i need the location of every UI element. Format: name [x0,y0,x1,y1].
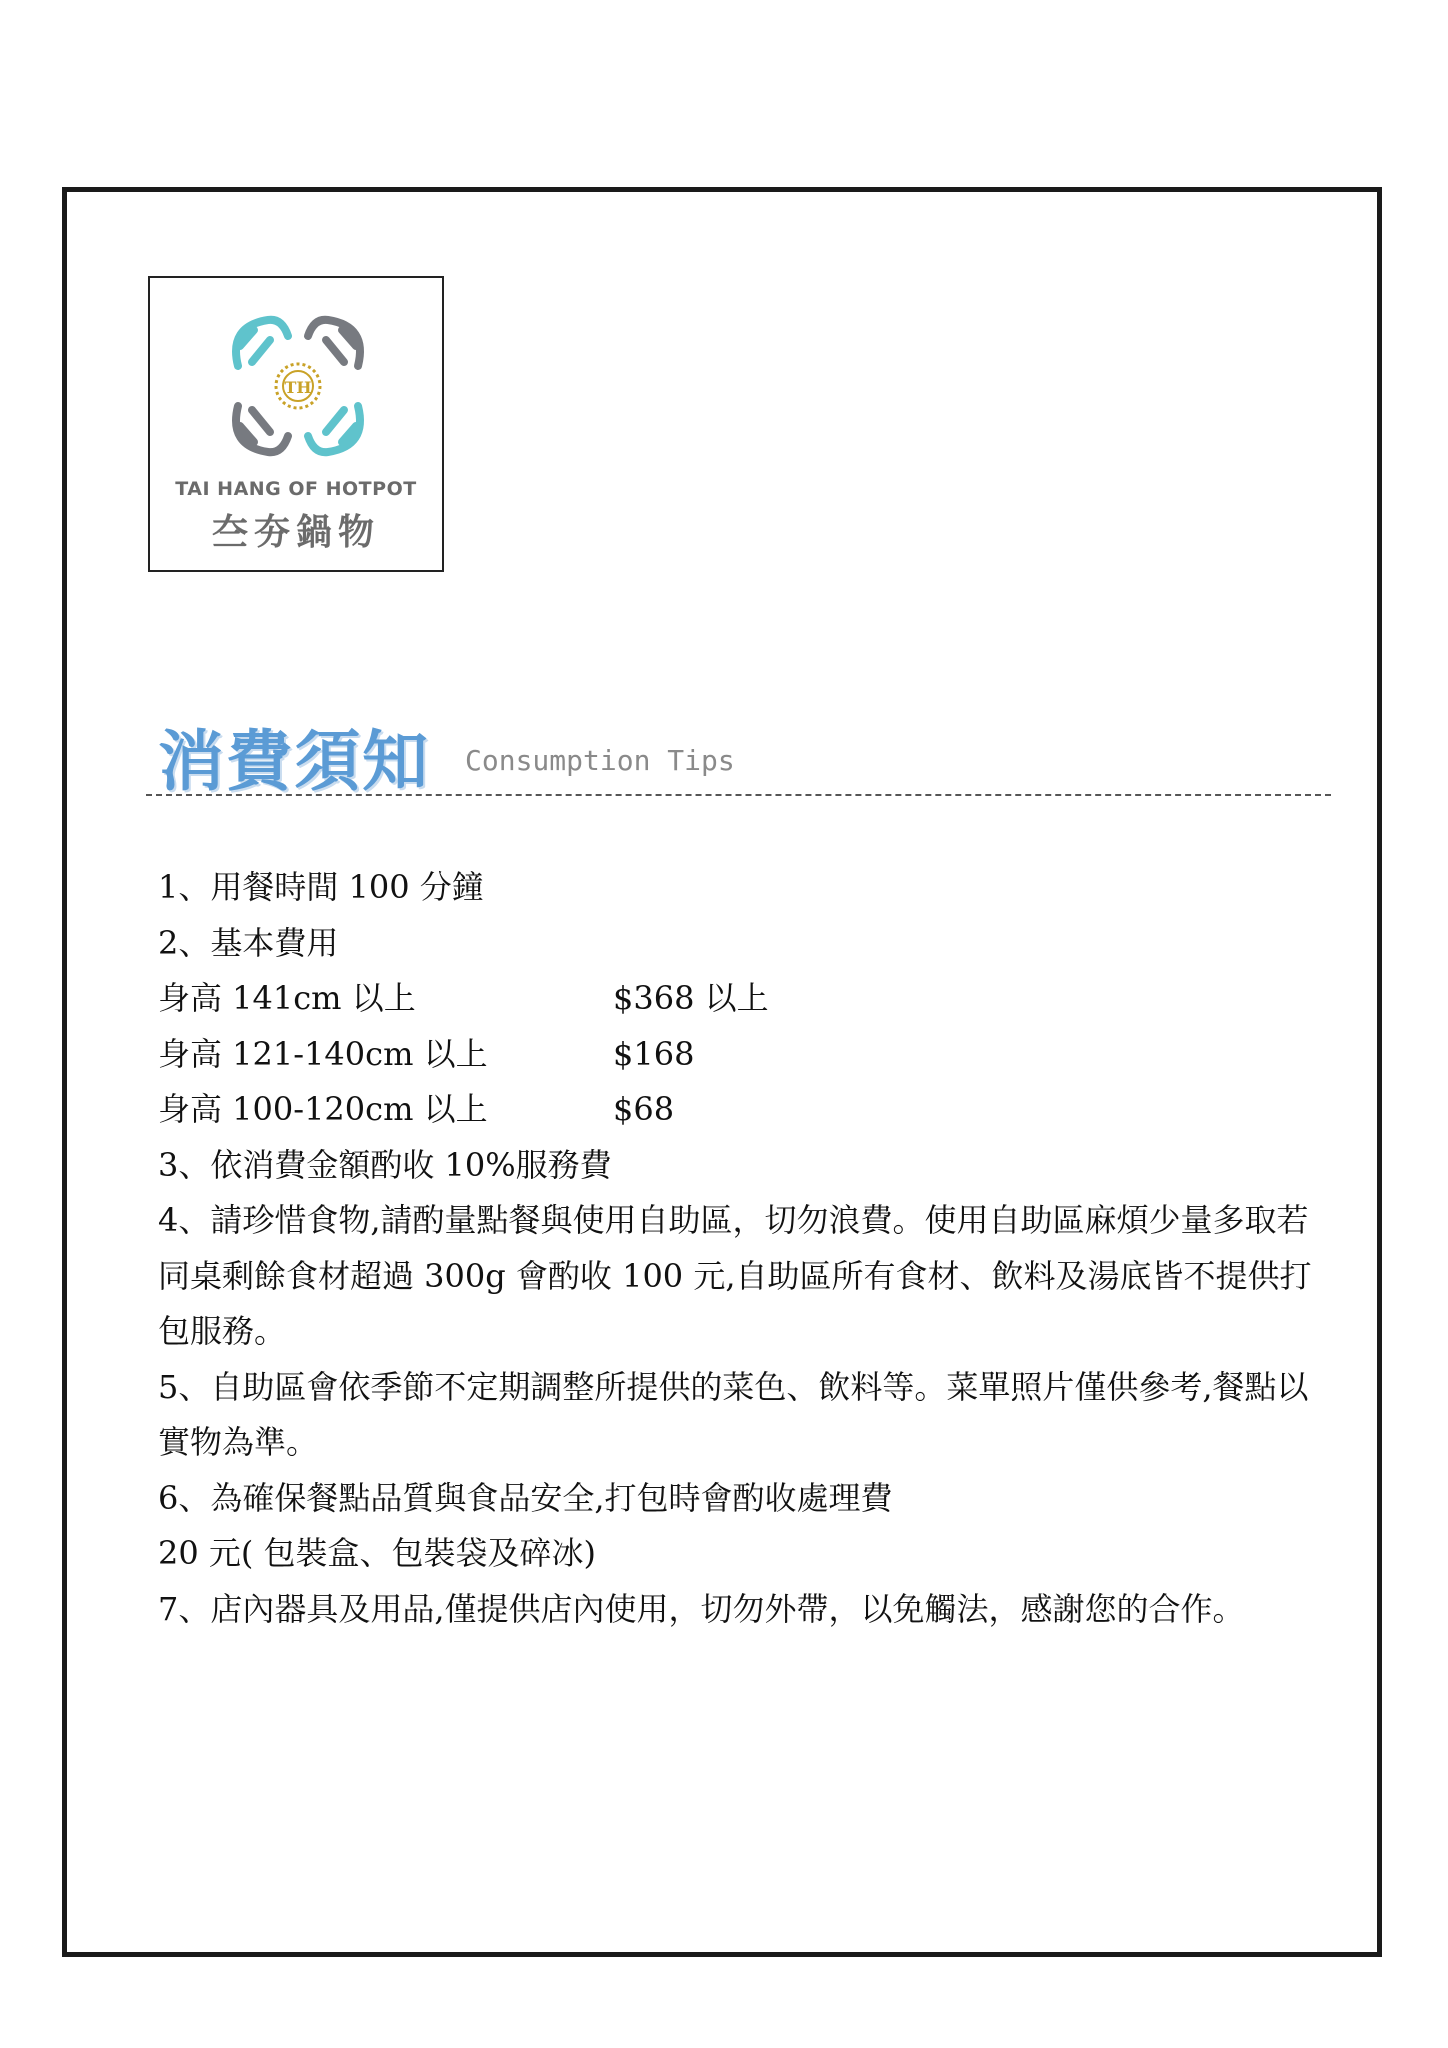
price-row [158,1027,1318,1083]
price-row [158,1082,1318,1138]
price-value: $168 [613,1034,695,1073]
tip-dining-time: 1、用餐時間 100 分鐘 [158,868,484,906]
logo-name-zh: 夳夯鍋物 [211,512,380,553]
tip-utensils: 7、店內器具及用品,僅提供店內使用，切勿外帶，以免觸法，感謝您的合作。 [158,1589,1245,1628]
logo-name-en: TAI HANG OF HOTPOT [175,478,417,500]
price-label: 身高 100-120cm 以上 [158,1090,488,1128]
price-value: $368 以上 [613,979,769,1017]
price-row [158,971,1318,1027]
tip-takeaway-fee-detail: 20 元( 包裝盒、包裝袋及碎冰) [158,1534,597,1572]
tip-takeaway-fee: 6、為確保餐點品質與食品安全,打包時會酌收處理費 [158,1478,893,1517]
price-value: $68 [613,1090,675,1128]
tips-list [158,860,1318,1637]
logo-emblem-icon [218,306,378,466]
section-title: 消費須知 [158,723,430,800]
title-divider [146,794,1331,796]
svg-text:TH: TH [284,378,312,397]
price-label: 身高 141cm 以上 [158,979,416,1017]
restaurant-logo [148,276,444,572]
tip-service-charge: 3、依消費金額酌收 10%服務費 [158,1145,612,1184]
section-subtitle: Consumption Tips [465,744,735,777]
tip-basic-fee: 2、基本費用 [158,923,339,962]
tip-food-waste: 4、請珍惜食物,請酌量點餐與使用自助區，切勿浪費。使用自助區麻煩少量多取若同桌剩餘食材超過 300g 會酌收 100 元,自助區所有食材、飲料及湯底皆不提供打包服務。 [158,1201,1312,1350]
price-label: 身高 121-140cm 以上 [158,1034,488,1073]
tip-menu-change: 5、自助區會依季節不定期調整所提供的菜色、飲料等。菜單照片僅供參考,餐點以實物為準。 [158,1367,1309,1461]
